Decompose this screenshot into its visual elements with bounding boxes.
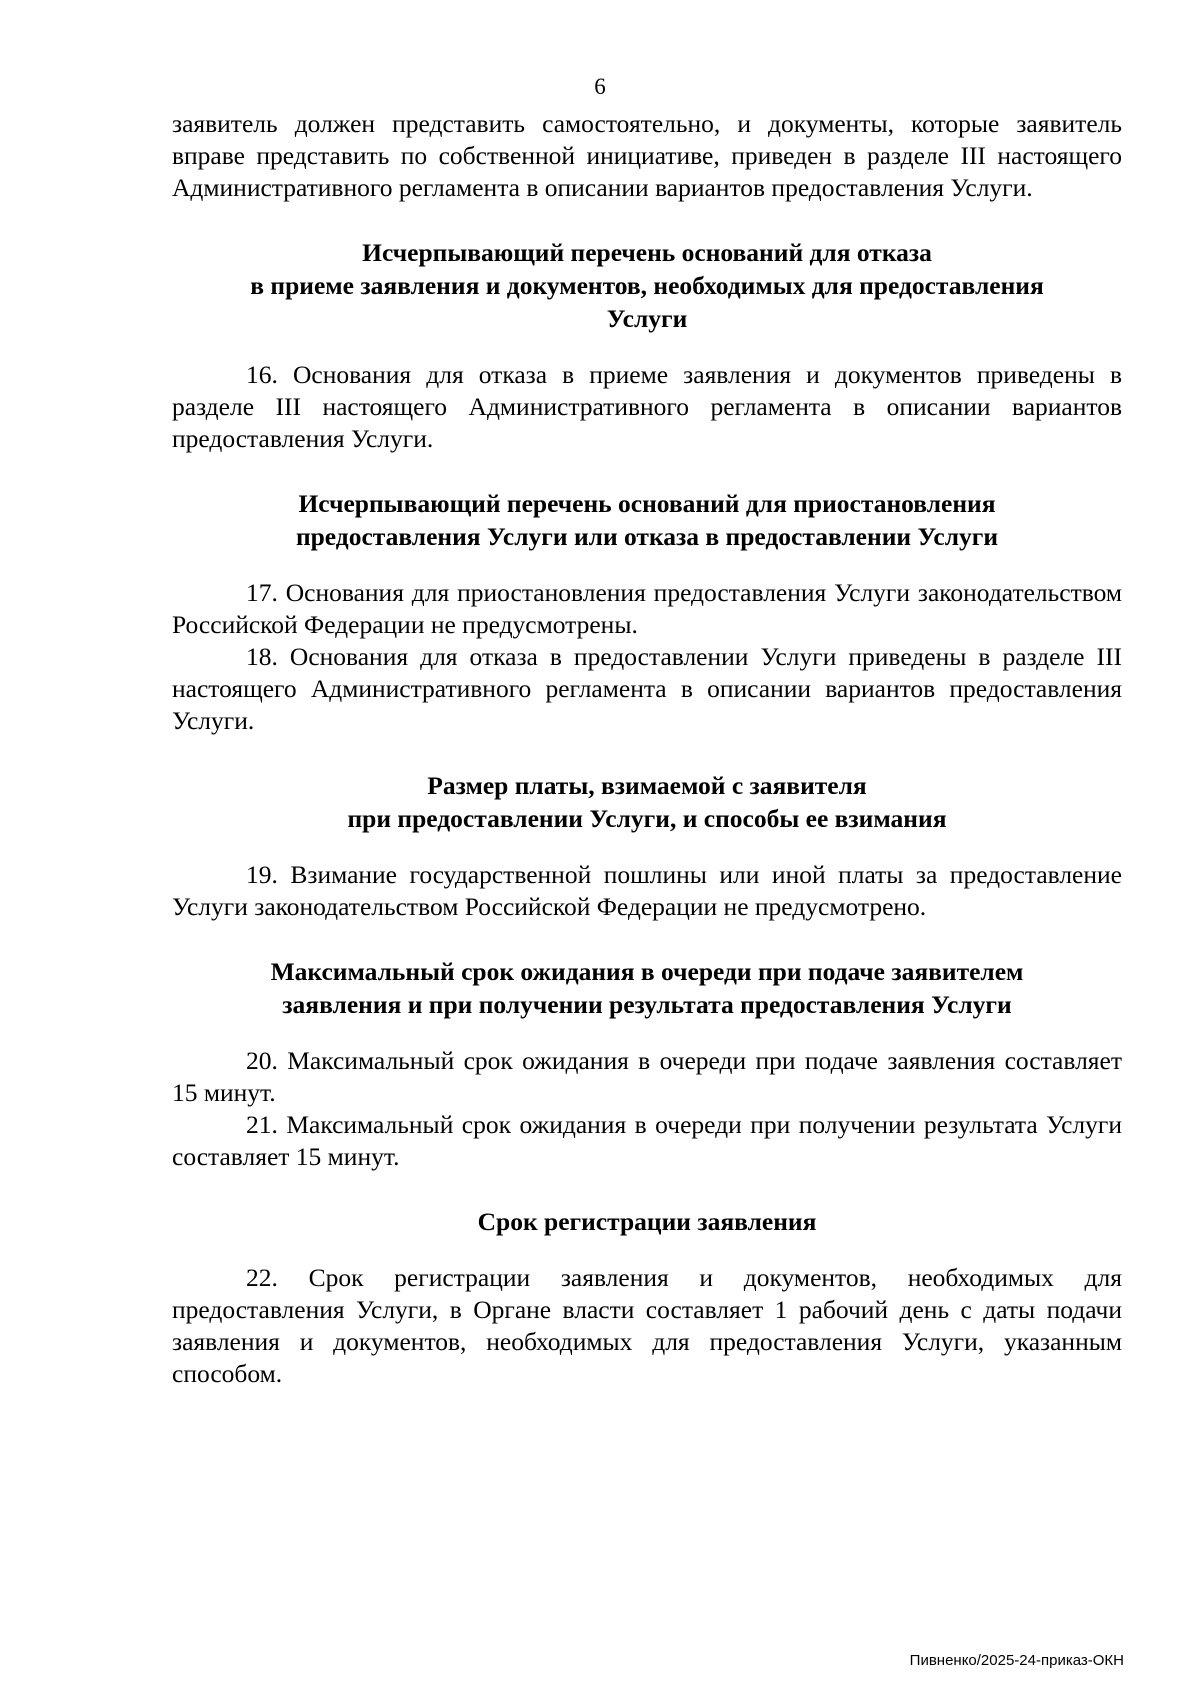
section-queue-time bbox=[172, 955, 1122, 1173]
section-title-line: Максимальный срок ожидания в очереди при подаче заявителем bbox=[270, 957, 1024, 986]
section-title-line: при предоставлении Услуги, и способы ее взимания bbox=[347, 804, 947, 833]
intro-paragraph: заявитель должен представить самостоятельно, и документы, которые заявитель вправе представить по собственной инициативе, приведен в разделе III настоящего Административного регламента в описании вариантов предоставления Услуги. bbox=[172, 109, 1122, 202]
paragraph-20: 20. Максимальный срок ожидания в очереди при подаче заявления составляет 15 минут. bbox=[172, 1046, 1122, 1107]
paragraph-18: 18. Основания для отказа в предоставлении Услуги приведены в разделе III настоящего Административного регламента в описании вариантов предоставления Услуги. bbox=[172, 642, 1122, 735]
section-title bbox=[172, 1205, 1122, 1238]
section-registration-term bbox=[172, 1205, 1122, 1390]
section-refusal-acceptance bbox=[172, 236, 1122, 455]
paragraph-22: 22. Срок регистрации заявления и документов, необходимых для предоставления Услуги, в Органе власти составляет 1 рабочий день с даты подачи заявления и документов, необходимых для предоставления Услуги, указанным способом. bbox=[172, 1263, 1122, 1388]
section-title bbox=[172, 487, 1122, 553]
section-title-line: в приеме заявления и документов, необходимых для предоставления bbox=[250, 271, 1044, 300]
paragraph-21: 21. Максимальный срок ожидания в очереди при получении результата Услуги составляет 15 минут. bbox=[172, 1110, 1122, 1171]
section-title-line: заявления и при получении результата предоставления Услуги bbox=[282, 990, 1012, 1019]
paragraph-17: 17. Основания для приостановления предоставления Услуги законодательством Российской Федерации не предусмотрены. bbox=[172, 578, 1122, 639]
paragraph-16: 16. Основания для отказа в приеме заявления и документов приведены в разделе III настоящего Административного регламента в описании вариантов предоставления Услуги. bbox=[172, 360, 1122, 453]
section-title-line: Размер платы, взимаемой с заявителя bbox=[427, 771, 867, 800]
page-number: 6 bbox=[594, 74, 606, 99]
section-title-line: Срок регистрации заявления bbox=[477, 1207, 817, 1236]
section-suspension-refusal bbox=[172, 487, 1122, 737]
paragraph-19: 19. Взимание государственной пошлины или иной платы за предоставление Услуги законодательством Российской Федерации не предусмотрено. bbox=[172, 860, 1122, 921]
section-title bbox=[172, 236, 1122, 335]
section-title bbox=[172, 769, 1122, 835]
document-body bbox=[172, 108, 1122, 1390]
section-title-line: предоставления Услуги или отказа в предоставлении Услуги bbox=[295, 522, 999, 551]
section-title bbox=[172, 955, 1122, 1021]
document-footer-id: Пивненко/2025-24-приказ-ОКН bbox=[909, 1652, 1124, 1669]
section-fee bbox=[172, 769, 1122, 923]
section-title-line: Услуги bbox=[606, 304, 688, 333]
section-title-line: Исчерпывающий перечень оснований для отказа bbox=[362, 238, 932, 267]
section-title-line: Исчерпывающий перечень оснований для приостановления bbox=[298, 489, 996, 518]
